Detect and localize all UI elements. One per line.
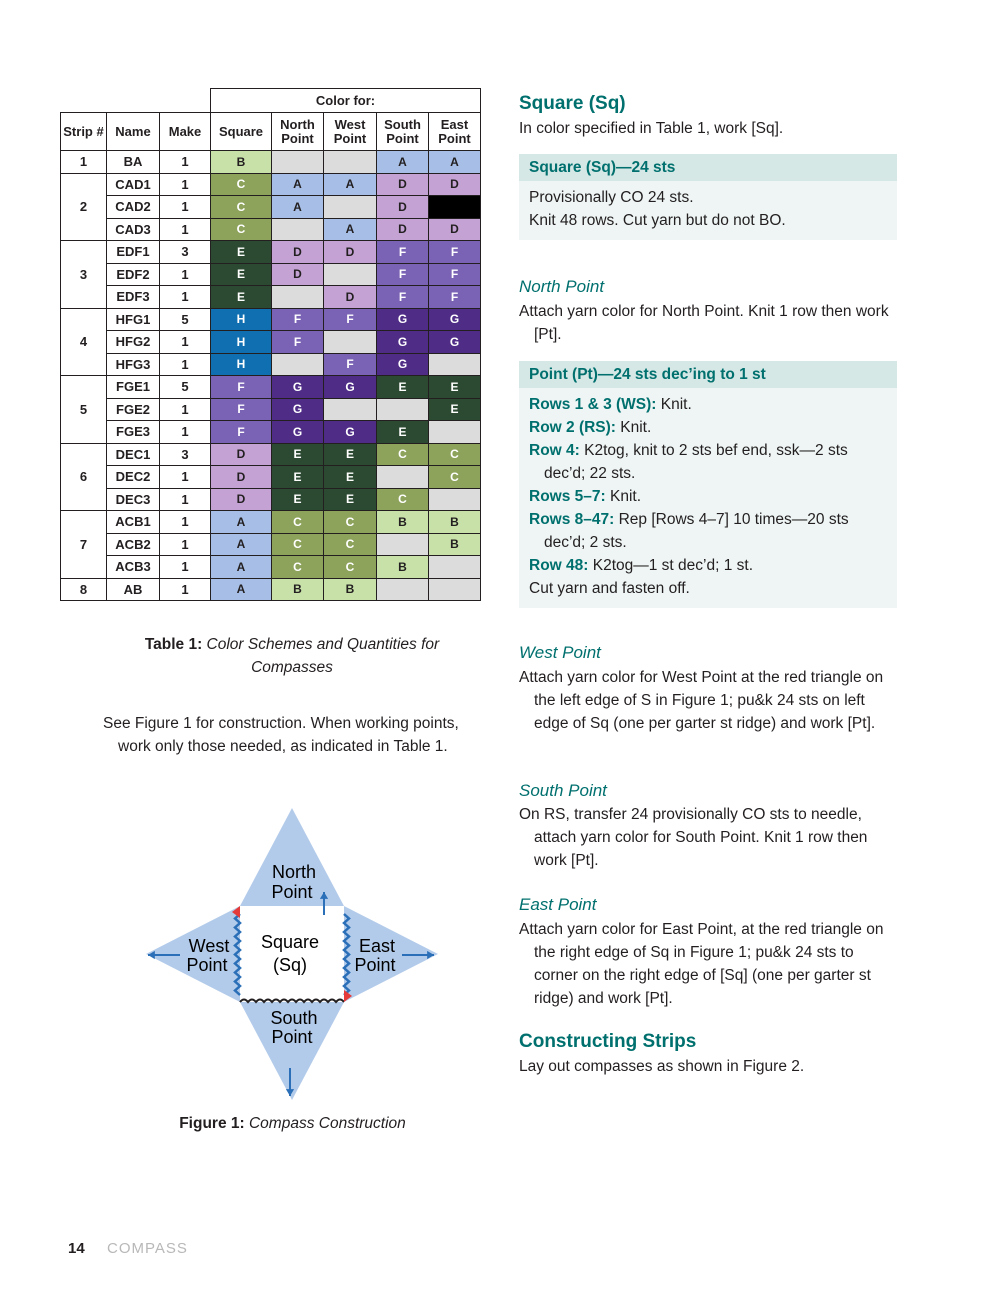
north-point-paragraph bbox=[519, 300, 899, 346]
south-point-label-line1: South bbox=[270, 1008, 318, 1028]
page-number: 14 bbox=[68, 1240, 85, 1257]
table-header-row bbox=[61, 113, 481, 151]
west-point-text: Attach yarn color for West Point at the red triangle on the left edge of S in Figure 1; pu&k 24 sts on left edge of Sq (one per garter st ridge) and work [Pt]. bbox=[519, 669, 884, 732]
north-point-label-line2: Point bbox=[271, 882, 313, 902]
color-cell: G bbox=[324, 376, 377, 399]
color-cell: D bbox=[429, 218, 481, 241]
color-cell: D bbox=[272, 263, 324, 286]
compass-name-cell: CAD2 bbox=[107, 196, 160, 219]
color-cell: B bbox=[272, 578, 324, 601]
color-cell: A bbox=[324, 218, 377, 241]
point-row-text: Knit. bbox=[620, 419, 652, 436]
make-count-cell: 1 bbox=[160, 466, 211, 489]
color-cell: E bbox=[429, 398, 481, 421]
color-cell: C bbox=[211, 196, 272, 219]
color-cell: B bbox=[377, 556, 429, 579]
south-point-text: On RS, transfer 24 provisionally CO sts to needle, attach yarn color for South Point. Knit 1 row then work [Pt]. bbox=[519, 806, 868, 869]
intro-text: See Figure 1 for construction. When working points, work only those needed, as indicated in Table 1. bbox=[103, 715, 459, 755]
point-box-body bbox=[519, 388, 897, 608]
strip-number-cell: 5 bbox=[61, 376, 107, 444]
table-row bbox=[61, 286, 481, 309]
color-cell bbox=[272, 218, 324, 241]
point-row bbox=[529, 485, 887, 508]
color-cell: A bbox=[272, 196, 324, 219]
color-cell: C bbox=[429, 443, 481, 466]
color-cell: C bbox=[377, 488, 429, 511]
table-row bbox=[61, 353, 481, 376]
west-point-title: West Point bbox=[519, 643, 601, 662]
strip-number-cell: 7 bbox=[61, 511, 107, 579]
color-cell: F bbox=[429, 263, 481, 286]
color-cell: H bbox=[211, 331, 272, 354]
color-cell: A bbox=[377, 151, 429, 174]
compass-name-cell: AB bbox=[107, 578, 160, 601]
make-count-cell: 1 bbox=[160, 511, 211, 534]
color-cell: C bbox=[429, 466, 481, 489]
table-row bbox=[61, 398, 481, 421]
color-cell: F bbox=[377, 241, 429, 264]
color-cell: G bbox=[324, 421, 377, 444]
east-point-paragraph bbox=[519, 918, 901, 1010]
color-cell: F bbox=[211, 376, 272, 399]
make-count-cell: 1 bbox=[160, 218, 211, 241]
table-column-header: Strip # bbox=[61, 113, 107, 151]
compass-name-cell: FGE1 bbox=[107, 376, 160, 399]
strip-number-cell: 6 bbox=[61, 443, 107, 511]
color-cell: G bbox=[377, 308, 429, 331]
point-row bbox=[529, 554, 887, 577]
table-column-header: South Point bbox=[377, 113, 429, 151]
point-row-key: Row 4: bbox=[529, 442, 580, 459]
point-row-key: Rows 1 & 3 (WS): bbox=[529, 396, 657, 413]
color-cell: H bbox=[211, 308, 272, 331]
table-caption bbox=[118, 633, 466, 679]
point-row-text: Knit. bbox=[660, 396, 692, 413]
color-cell: D bbox=[211, 443, 272, 466]
color-cell bbox=[377, 398, 429, 421]
color-cell: G bbox=[272, 376, 324, 399]
color-cell bbox=[429, 488, 481, 511]
make-count-cell: 1 bbox=[160, 556, 211, 579]
color-cell: E bbox=[324, 443, 377, 466]
color-cell: E bbox=[211, 286, 272, 309]
table-row bbox=[61, 578, 481, 601]
color-cell: D bbox=[324, 241, 377, 264]
compass-name-cell: EDF3 bbox=[107, 286, 160, 309]
point-row-text: Rep [Rows 4–7] 10 times—20 sts dec’d; 2 sts. bbox=[544, 511, 849, 551]
color-cell: F bbox=[272, 331, 324, 354]
table-caption-text: Color Schemes and Quantities for Compasses bbox=[206, 636, 440, 676]
table-row bbox=[61, 511, 481, 534]
north-point-label-line1: North bbox=[271, 862, 317, 882]
square-label-line2: (Sq) bbox=[272, 955, 308, 975]
color-cell bbox=[324, 398, 377, 421]
square-label-line1: Square bbox=[260, 932, 320, 952]
color-cell: C bbox=[324, 556, 377, 579]
color-cell: E bbox=[272, 466, 324, 489]
make-count-cell: 3 bbox=[160, 241, 211, 264]
table-row bbox=[61, 218, 481, 241]
table-column-header: Name bbox=[107, 113, 160, 151]
color-cell: G bbox=[377, 353, 429, 376]
color-cell: C bbox=[211, 173, 272, 196]
color-cell: D bbox=[377, 173, 429, 196]
make-count-cell: 1 bbox=[160, 173, 211, 196]
color-cell bbox=[429, 556, 481, 579]
make-count-cell: 1 bbox=[160, 421, 211, 444]
color-scheme-table bbox=[60, 88, 481, 601]
point-row-text: K2tog, knit to 2 sts bef end, ssk—2 sts dec’d; 22 sts. bbox=[544, 442, 848, 482]
north-point-title: North Point bbox=[519, 277, 605, 296]
color-cell: C bbox=[272, 533, 324, 556]
point-row-key: Rows 8–47: bbox=[529, 511, 615, 528]
square-box-title: Square (Sq)—24 sts bbox=[519, 154, 897, 181]
color-cell: E bbox=[211, 263, 272, 286]
color-cell: B bbox=[377, 511, 429, 534]
color-cell: C bbox=[272, 556, 324, 579]
table-column-header: East Point bbox=[429, 113, 481, 151]
color-cell: F bbox=[377, 263, 429, 286]
point-row-text: K2tog—1 st dec’d; 1 st. bbox=[592, 557, 754, 574]
compass-name-cell: EDF1 bbox=[107, 241, 160, 264]
color-cell: E bbox=[272, 443, 324, 466]
color-cell: G bbox=[272, 398, 324, 421]
color-cell: D bbox=[211, 466, 272, 489]
table-row bbox=[61, 331, 481, 354]
square-instruction-box bbox=[519, 154, 897, 240]
color-cell bbox=[324, 151, 377, 174]
point-row bbox=[529, 416, 887, 439]
compass-name-cell: ACB2 bbox=[107, 533, 160, 556]
make-count-cell: 1 bbox=[160, 533, 211, 556]
color-cell: E bbox=[377, 376, 429, 399]
table-column-header: North Point bbox=[272, 113, 324, 151]
color-cell: F bbox=[429, 241, 481, 264]
color-cell bbox=[429, 578, 481, 601]
make-count-cell: 1 bbox=[160, 331, 211, 354]
color-cell: F bbox=[211, 421, 272, 444]
color-cell: F bbox=[272, 308, 324, 331]
color-cell bbox=[429, 353, 481, 376]
make-count-cell: 5 bbox=[160, 308, 211, 331]
color-cell: G bbox=[429, 331, 481, 354]
color-cell: E bbox=[211, 241, 272, 264]
color-cell: F bbox=[324, 308, 377, 331]
color-cell: E bbox=[377, 421, 429, 444]
south-point-label-line2: Point bbox=[271, 1027, 313, 1047]
compass-name-cell: CAD1 bbox=[107, 173, 160, 196]
running-footer: COMPASS bbox=[107, 1240, 188, 1257]
south-point-title: South Point bbox=[519, 781, 607, 800]
table-row bbox=[61, 556, 481, 579]
table-column-header: Square bbox=[211, 113, 272, 151]
color-cell: D bbox=[324, 286, 377, 309]
point-row-key: Rows 5–7: bbox=[529, 488, 606, 505]
point-box-last-line: Cut yarn and fasten off. bbox=[529, 580, 690, 597]
table-column-header: Make bbox=[160, 113, 211, 151]
square-box-line-1: Provisionally CO 24 sts. bbox=[529, 189, 694, 206]
color-cell: D bbox=[272, 241, 324, 264]
compass-name-cell: HFG1 bbox=[107, 308, 160, 331]
color-cell: D bbox=[211, 488, 272, 511]
color-cell bbox=[272, 353, 324, 376]
square-box-body bbox=[519, 181, 897, 240]
make-count-cell: 1 bbox=[160, 488, 211, 511]
table-row bbox=[61, 443, 481, 466]
make-count-cell: 1 bbox=[160, 398, 211, 421]
color-cell: A bbox=[211, 556, 272, 579]
point-row bbox=[529, 439, 887, 485]
color-cell: D bbox=[377, 196, 429, 219]
color-cell bbox=[377, 578, 429, 601]
compass-construction-figure bbox=[140, 800, 450, 1110]
figure-caption-text: Compass Construction bbox=[248, 1115, 406, 1132]
compass-name-cell: BA bbox=[107, 151, 160, 174]
strip-number-cell: 2 bbox=[61, 173, 107, 241]
make-count-cell: 1 bbox=[160, 196, 211, 219]
color-cell bbox=[377, 466, 429, 489]
color-cell: G bbox=[429, 308, 481, 331]
make-count-cell: 3 bbox=[160, 443, 211, 466]
point-box-title: Point (Pt)—24 sts dec’ing to 1 st bbox=[519, 361, 897, 388]
make-count-cell: 1 bbox=[160, 353, 211, 376]
south-point-paragraph bbox=[519, 803, 901, 872]
color-cell: E bbox=[429, 376, 481, 399]
color-cell: A bbox=[211, 578, 272, 601]
table-row bbox=[61, 151, 481, 174]
color-cell: F bbox=[324, 353, 377, 376]
point-instruction-box bbox=[519, 361, 897, 608]
table-header-blank bbox=[61, 89, 211, 113]
table-group-header: Color for: bbox=[211, 89, 481, 113]
color-cell: C bbox=[211, 218, 272, 241]
color-cell bbox=[377, 533, 429, 556]
strip-number-cell: 4 bbox=[61, 308, 107, 376]
compass-name-cell: HFG2 bbox=[107, 331, 160, 354]
color-cell bbox=[272, 286, 324, 309]
compass-name-cell: ACB1 bbox=[107, 511, 160, 534]
compass-name-cell: DEC3 bbox=[107, 488, 160, 511]
table-row bbox=[61, 263, 481, 286]
compass-name-cell: CAD3 bbox=[107, 218, 160, 241]
east-point-title: East Point bbox=[519, 895, 597, 914]
square-section-text: In color specified in Table 1, work [Sq]. bbox=[519, 120, 784, 137]
color-cell: G bbox=[377, 331, 429, 354]
compass-name-cell: HFG3 bbox=[107, 353, 160, 376]
color-cell: E bbox=[324, 466, 377, 489]
color-cell: D bbox=[377, 218, 429, 241]
color-cell bbox=[272, 151, 324, 174]
compass-name-cell: EDF2 bbox=[107, 263, 160, 286]
west-point-label-line2: Point bbox=[186, 955, 228, 975]
color-cell: E bbox=[324, 488, 377, 511]
color-cell: A bbox=[211, 511, 272, 534]
table-caption-label: Table 1: bbox=[144, 636, 203, 653]
table-row bbox=[61, 196, 481, 219]
make-count-cell: 1 bbox=[160, 578, 211, 601]
color-cell bbox=[324, 196, 377, 219]
color-cell: E bbox=[272, 488, 324, 511]
north-point-text: Attach yarn color for North Point. Knit 1 row then work [Pt]. bbox=[519, 303, 889, 343]
color-cell bbox=[324, 331, 377, 354]
compass-name-cell: DEC2 bbox=[107, 466, 160, 489]
table-row bbox=[61, 488, 481, 511]
strip-number-cell: 3 bbox=[61, 241, 107, 309]
color-cell: F bbox=[429, 286, 481, 309]
color-cell: A bbox=[429, 151, 481, 174]
color-cell: B bbox=[211, 151, 272, 174]
color-cell: F bbox=[211, 398, 272, 421]
color-cell: F bbox=[377, 286, 429, 309]
table-row bbox=[61, 376, 481, 399]
strip-number-cell: 1 bbox=[61, 151, 107, 174]
table-row bbox=[61, 421, 481, 444]
figure-caption-label: Figure 1: bbox=[179, 1115, 245, 1132]
make-count-cell: 5 bbox=[160, 376, 211, 399]
table-row bbox=[61, 308, 481, 331]
point-row-key: Row 48: bbox=[529, 557, 589, 574]
color-cell: A bbox=[211, 533, 272, 556]
color-cell: C bbox=[377, 443, 429, 466]
compass-name-cell: DEC1 bbox=[107, 443, 160, 466]
color-cell: A bbox=[324, 173, 377, 196]
figure-caption bbox=[120, 1112, 465, 1135]
color-cell: B bbox=[429, 511, 481, 534]
square-box-line-2: Knit 48 rows. Cut yarn but do not BO. bbox=[529, 212, 786, 229]
west-point-paragraph bbox=[519, 666, 899, 735]
color-cell: H bbox=[211, 353, 272, 376]
east-point-label-line1: East bbox=[358, 936, 396, 956]
table-column-header: West Point bbox=[324, 113, 377, 151]
color-cell: D bbox=[429, 173, 481, 196]
table-row bbox=[61, 533, 481, 556]
color-cell bbox=[429, 196, 481, 219]
strip-number-cell: 8 bbox=[61, 578, 107, 601]
point-row-key: Row 2 (RS): bbox=[529, 419, 616, 436]
make-count-cell: 1 bbox=[160, 263, 211, 286]
intro-paragraph bbox=[103, 712, 468, 758]
compass-name-cell: FGE3 bbox=[107, 421, 160, 444]
color-cell: C bbox=[324, 511, 377, 534]
west-point-label-line1: West bbox=[188, 936, 230, 956]
point-row bbox=[529, 393, 887, 416]
constructing-strips-title: Constructing Strips bbox=[519, 1031, 697, 1052]
square-section-title: Square (Sq) bbox=[519, 93, 626, 114]
color-cell: B bbox=[324, 578, 377, 601]
table-row bbox=[61, 241, 481, 264]
table-row bbox=[61, 173, 481, 196]
color-cell bbox=[429, 421, 481, 444]
color-cell: G bbox=[272, 421, 324, 444]
color-cell bbox=[324, 263, 377, 286]
point-row bbox=[529, 508, 887, 554]
color-cell: A bbox=[272, 173, 324, 196]
make-count-cell: 1 bbox=[160, 286, 211, 309]
color-cell: C bbox=[272, 511, 324, 534]
point-row-text: Knit. bbox=[609, 488, 641, 505]
make-count-cell: 1 bbox=[160, 151, 211, 174]
color-cell: C bbox=[324, 533, 377, 556]
table-row bbox=[61, 466, 481, 489]
compass-name-cell: ACB3 bbox=[107, 556, 160, 579]
east-point-label-line2: Point bbox=[354, 955, 396, 975]
constructing-strips-text: Lay out compasses as shown in Figure 2. bbox=[519, 1058, 805, 1075]
square-block bbox=[240, 906, 344, 1002]
east-point-text: Attach yarn color for East Point, at the red triangle on the right edge of Sq in Figure 1; pu&k 24 sts to corner on the right edge of [Sq] (one per garter st ridge) and work [Pt]. bbox=[519, 921, 884, 1007]
table-body bbox=[61, 151, 481, 601]
color-cell: B bbox=[429, 533, 481, 556]
compass-name-cell: FGE2 bbox=[107, 398, 160, 421]
